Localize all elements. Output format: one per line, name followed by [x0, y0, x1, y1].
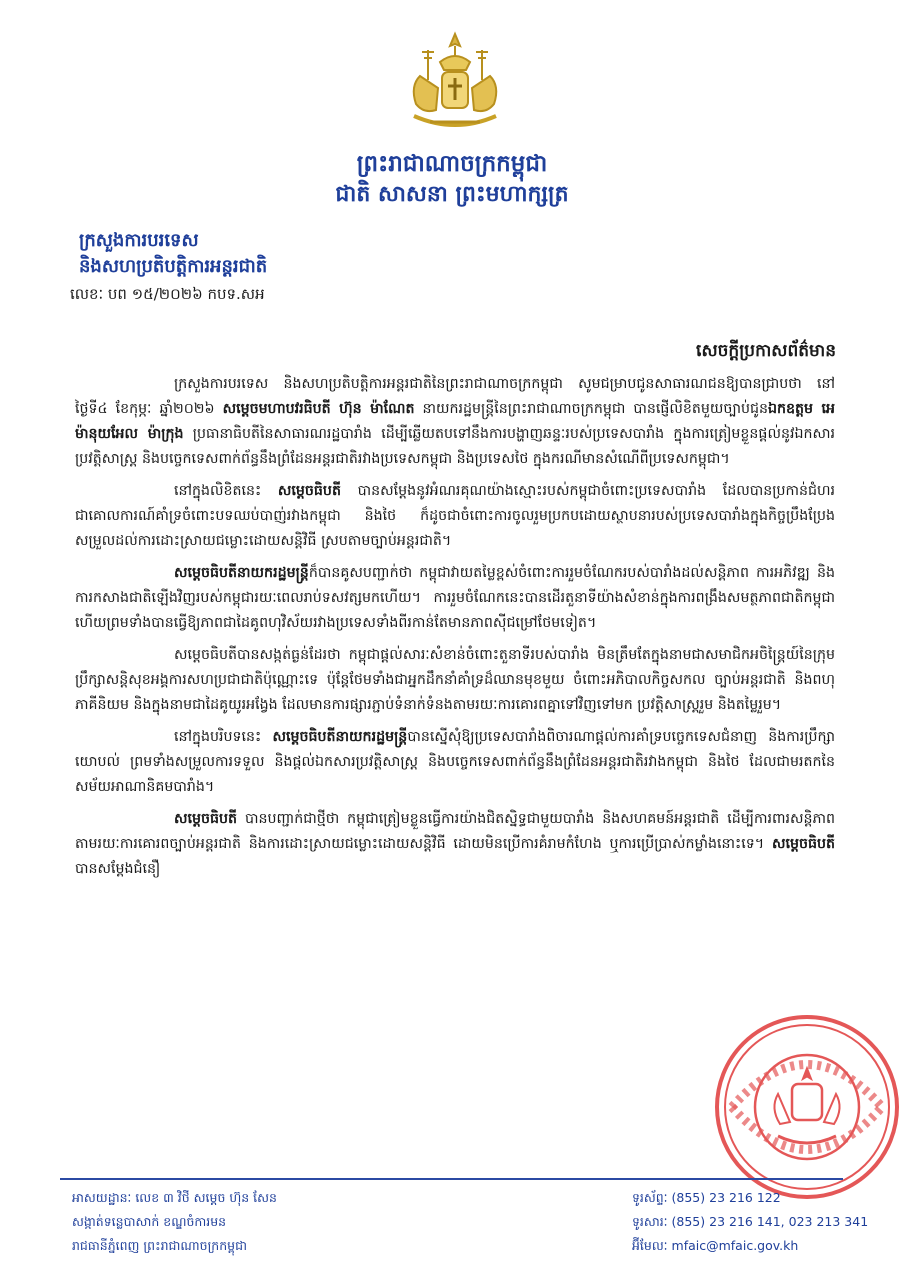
document-body	[75, 372, 835, 889]
p5-text-c: បានស្នើសុំឱ្យប្រទេសបារាំងពិចារណាផ្តល់ការគាំទ្របច្ចេកទេសជំនាញ និងការប្រឹក្សាយោបល់ ព្រមទាំងសម្រួលការទទួល និងផ្តល់ឯកសារប្រវត្តិសាស្ត្រ និងបច្ចេកទេសពាក់ព័ន្ធនឹងព្រំដែនអន្តរជាតិរវាងកម្ពុជា និងថៃ ដែលជាមរតកនៃសម័យអាណានិគមបារាំង។	[75, 729, 835, 795]
paragraph-4	[75, 643, 835, 718]
p2-bold: សម្តេចធិបតី	[277, 483, 341, 499]
footer-address	[72, 1186, 277, 1258]
address-line-2: សង្កាត់ទន្លេបាសាក់ ខណ្ឌចំការមន	[72, 1214, 227, 1229]
paragraph-2	[75, 479, 835, 554]
p6-text-d: បានសម្តែងជំនឿ	[75, 861, 161, 877]
footer-divider	[60, 1178, 843, 1180]
reference-number: លេខៈ បព ១៥/២០២៦ កបទ.សអ	[70, 285, 265, 303]
p5-bold: សម្តេចធិបតីនាយករដ្ឋមន្ត្រី	[272, 729, 408, 745]
p6-text-b: បានបញ្ជាក់ជាថ្មីថា កម្ពុជាត្រៀមខ្លួនធ្វើការយ៉ាងជិតស្និទ្ធជាមួយបារាំង និងសហគមន៍អន្តរជាតិ ដើម្បីការពារសន្តិភាពតាមរយៈការគោរពច្បាប់អន្តរជាតិ និងការដោះស្រាយជម្លោះដោយសន្តិវិធី ដោយមិនប្រើការគំរាមកំហែង ឬការប្រើប្រាស់កម្លាំងនោះទេ។	[75, 811, 835, 852]
address-line-3: រាជធានីភ្នំពេញ ព្រះរាជាណាចក្រកម្ពុជា	[72, 1238, 247, 1253]
paragraph-3	[75, 561, 835, 636]
official-seal-icon	[712, 1012, 902, 1202]
paragraph-1	[75, 372, 835, 472]
kingdom-name: ព្រះរាជាណាចក្រកម្ពុជា	[356, 151, 548, 177]
royal-emblem-icon	[400, 30, 510, 140]
p4-text: សម្តេចធិបតីបានសង្កត់ធ្ងន់ដែរថា កម្ពុជាផ្តល់សារៈសំខាន់ចំពោះតួនាទីរបស់បារាំង មិនត្រឹមតែក្នុងនាមជាសមាជិកអចិន្ត្រៃយ៍នៃក្រុមប្រឹក្សាសន្តិសុខអង្គការសហប្រជាជាតិប៉ុណ្ណោះទេ ប៉ុន្តែថែមទាំងជាអ្នកដឹកនាំគាំទ្រដ៏ឈានមុខមួយ ចំពោះអភិបាលកិច្ចសកល ច្បាប់អន្តរជាតិ និងពហុភាគីនិយម និងក្នុងនាមជាដៃគូយូរអង្វែង ដែលមានការផ្សារភ្ជាប់ទំនាក់ទំនងតាមរយៈការគោរពគ្នាទៅវិញទៅមក ប្រវត្តិសាស្ត្ររួម និងតម្លៃរួម។	[75, 647, 835, 713]
p3-text-b: ក៏បានគូសបញ្ជាក់ថា កម្ពុជាវាយតម្លៃខ្ពស់ចំពោះការរួមចំណែករបស់បារាំងដល់សន្តិភាព ការអភិវឌ្ឍ និងការកសាងជាតិឡើងវិញរបស់កម្ពុជារយៈពេលរាប់ទសវត្សមកហើយ។ ការរួមចំណែកនេះបានដើរតួនាទីយ៉ាងសំខាន់ក្នុងការពង្រឹងសមត្ថភាពជាតិកម្ពុជា ហើយព្រមទាំងបានធ្វើឱ្យភាពជាដៃគូពហុវិស័យរវាងប្រទេសទាំងពីរកាន់តែមានភាពស៊ីជម្រៅថែមទៀត។	[75, 565, 835, 631]
p1-pm-name: សម្តេចមហាបវរធិបតី ហ៊ុន ម៉ាណែត	[222, 401, 415, 417]
p2-text-c: បានសម្តែងនូវអំណរគុណយ៉ាងស្មោះរបស់កម្ពុជាចំពោះប្រទេសបារាំង ដែលបានប្រកាន់ជំហរជាគោលការណ៍គាំទ្រចំពោះបទឈប់បាញ់រវាងកម្ពុជា និងថៃ ក៏ដូចជាចំពោះការចូលរួមប្រកបដោយស្ថាបនារបស់ប្រទេសបារាំងក្នុងកិច្ចប្រឹងប្រែងសម្រួលដល់ការដោះស្រាយជម្លោះដោយសន្តិវិធី ស្របតាមច្បាប់អន្តរជាតិ។	[75, 483, 835, 549]
p5-text-a: នៅក្នុងបរិបទនេះ	[174, 729, 273, 745]
paragraph-6	[75, 807, 835, 882]
paragraph-5	[75, 725, 835, 800]
p6-bold-a: សម្តេចធិបតី	[174, 811, 238, 827]
email-address: អ៊ីមែលៈ mfaic@mfaic.gov.kh	[632, 1238, 799, 1253]
fax-number: ទូរសារៈ (855) 23 216 141, 023 213 341	[632, 1214, 869, 1229]
p6-bold-c: សម្តេចធិបតី	[771, 836, 835, 852]
p1-president-name: ឯកឧត្តម អេម៉ានុយអែល ម៉ាក្រុង	[75, 401, 835, 442]
p3-bold: សម្តេចធិបតីនាយករដ្ឋមន្ត្រី	[174, 565, 309, 581]
p1-text-a: ក្រសួងការបរទេស និងសហប្រតិបត្តិការអន្តរជាតិនៃព្រះរាជាណាចក្រកម្ពុជា សូមជម្រាបជូនសាធារណជនឱ្យបានជ្រាបថា នៅថ្ងៃទី៤ ខែកុម្ភៈ ឆ្នាំ២០២៦	[75, 376, 835, 417]
national-motto: ជាតិ សាសនា ព្រះមហាក្សត្រ	[335, 182, 569, 207]
ministry-name-line1: ក្រសួងការបរទេស	[79, 230, 199, 251]
ministry-name-line2: និងសហប្រតិបត្តិការអន្តរជាតិ	[79, 256, 268, 277]
p2-text-a: នៅក្នុងលិខិតនេះ	[174, 483, 278, 499]
document-title: សេចក្តីប្រកាសព័ត៌មាន	[696, 341, 836, 361]
address-line-1: អាសយដ្ឋានៈ លេខ ៣ វិថី សម្តេច ហ៊ុន សែន	[72, 1190, 277, 1205]
phone-number: ទូរស័ព្ទៈ (855) 23 216 122	[632, 1190, 781, 1205]
p1-text-c: នាយករដ្ឋមន្ត្រីនៃព្រះរាជាណាចក្រកម្ពុជា បានផ្ញើលិខិតមួយច្បាប់ជូន	[414, 401, 768, 417]
footer-contacts	[632, 1186, 868, 1258]
p1-text-e: ប្រធានាធិបតីនៃសាធារណរដ្ឋបារាំង ដើម្បីឆ្លើយតបទៅនឹងការបង្ហាញឆន្ទៈរបស់ប្រទេសបារាំង ក្នុងការត្រៀមខ្លួនផ្តល់នូវឯកសារប្រវត្តិសាស្ត្រ និងបច្ចេកទេសពាក់ព័ន្ធនឹងព្រំដែនអន្តរជាតិរវាងប្រទេសកម្ពុជា និងប្រទេសថៃ ក្នុងករណីមានសំណើពីប្រទេសកម្ពុជា។	[75, 426, 835, 467]
